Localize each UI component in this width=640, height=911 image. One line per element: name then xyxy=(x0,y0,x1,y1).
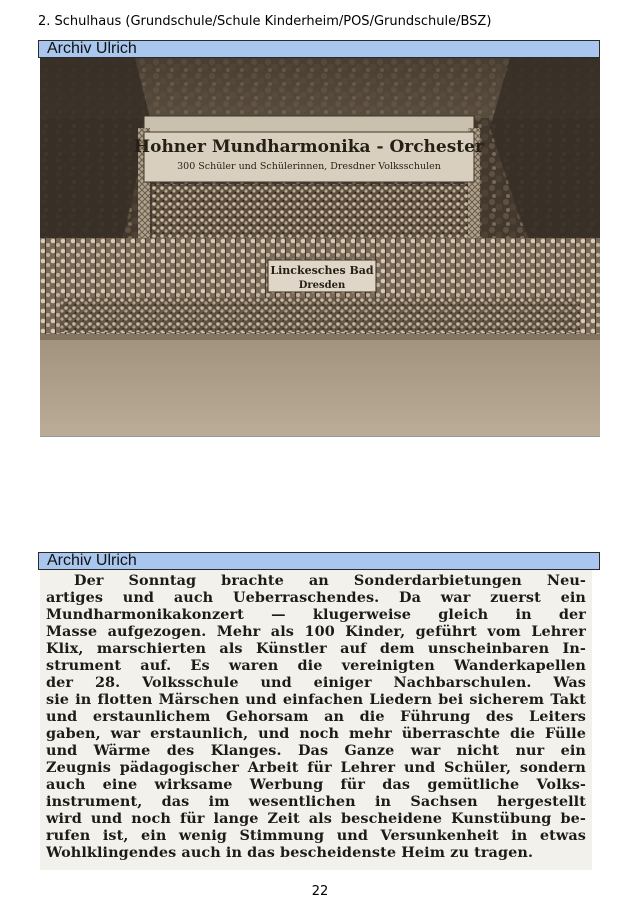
clipping-line: gaben, war erstaunlich, und noch mehr überraschte die Fülle xyxy=(46,725,586,742)
clipping-line: der 28. Volksschule und einiger Nachbarschulen. Was xyxy=(46,674,586,691)
clipping-line: strument auf. Es waren die vereinigten Wanderkapellen xyxy=(46,657,586,674)
clipping-line: Masse aufgezogen. Mehr als 100 Kinder, geführt vom Lehrer xyxy=(46,623,586,640)
clipping-line: Der Sonntag brachte an Sonderdarbietungen Neu- xyxy=(74,572,586,589)
sign-line1: Linckesches Bad xyxy=(270,264,374,277)
historic-photo xyxy=(40,58,600,437)
clipping-line: artiges und auch Ueberraschendes. Da war zuerst ein xyxy=(46,589,586,606)
photo-image xyxy=(40,58,600,436)
banner-title: Hohner Mundharmonika - Orchester xyxy=(134,137,484,157)
clipping-text xyxy=(40,570,592,861)
newspaper-clipping xyxy=(40,570,592,870)
clipping-caption: Archiv Ulrich xyxy=(38,552,600,570)
photo-caption: Archiv Ulrich xyxy=(38,40,600,58)
clipping-line: Klix, marschierten als Künstler auf dem unscheinbaren In- xyxy=(46,640,586,657)
clipping-line: Mundharmonikakonzert — klugerweise gleich in der xyxy=(46,606,586,623)
clipping-line: auch eine wirksame Werbung für das gemütliche Volks- xyxy=(46,776,586,793)
document-header: 2. Schulhaus (Grundschule/Schule Kinderheim/POS/Grundschule/BSZ) xyxy=(38,14,492,29)
clipping-line: wird und noch für lange Zeit als bescheidene Kunstübung be- xyxy=(46,810,586,827)
clipping-line: Zeugnis pädagogischer Arbeit für Lehrer und Schüler, sondern xyxy=(46,759,586,776)
clipping-line: instrument, das im wesentlichen in Sachsen hergestellt xyxy=(46,793,586,810)
clipping-line: und erstaunlichem Gehorsam an die Führung des Leiters xyxy=(46,708,586,725)
clipping-line: und Wärme des Klanges. Das Ganze war nicht nur ein xyxy=(46,742,586,759)
sign-line2: Dresden xyxy=(298,280,346,291)
clipping-line: rufen ist, ein wenig Stimmung und Versunkenheit in etwas xyxy=(46,827,586,844)
clipping-line: sie in flotten Märschen und einfachen Liedern bei sicherem Takt xyxy=(46,691,586,708)
clipping-line: Wohlklingendes auch in das bescheidenste Heim zu tragen. xyxy=(46,844,534,861)
page-number: 22 xyxy=(311,884,329,899)
banner-subtitle: 300 Schüler und Schülerinnen, Dresdner Volksschulen xyxy=(177,161,441,172)
